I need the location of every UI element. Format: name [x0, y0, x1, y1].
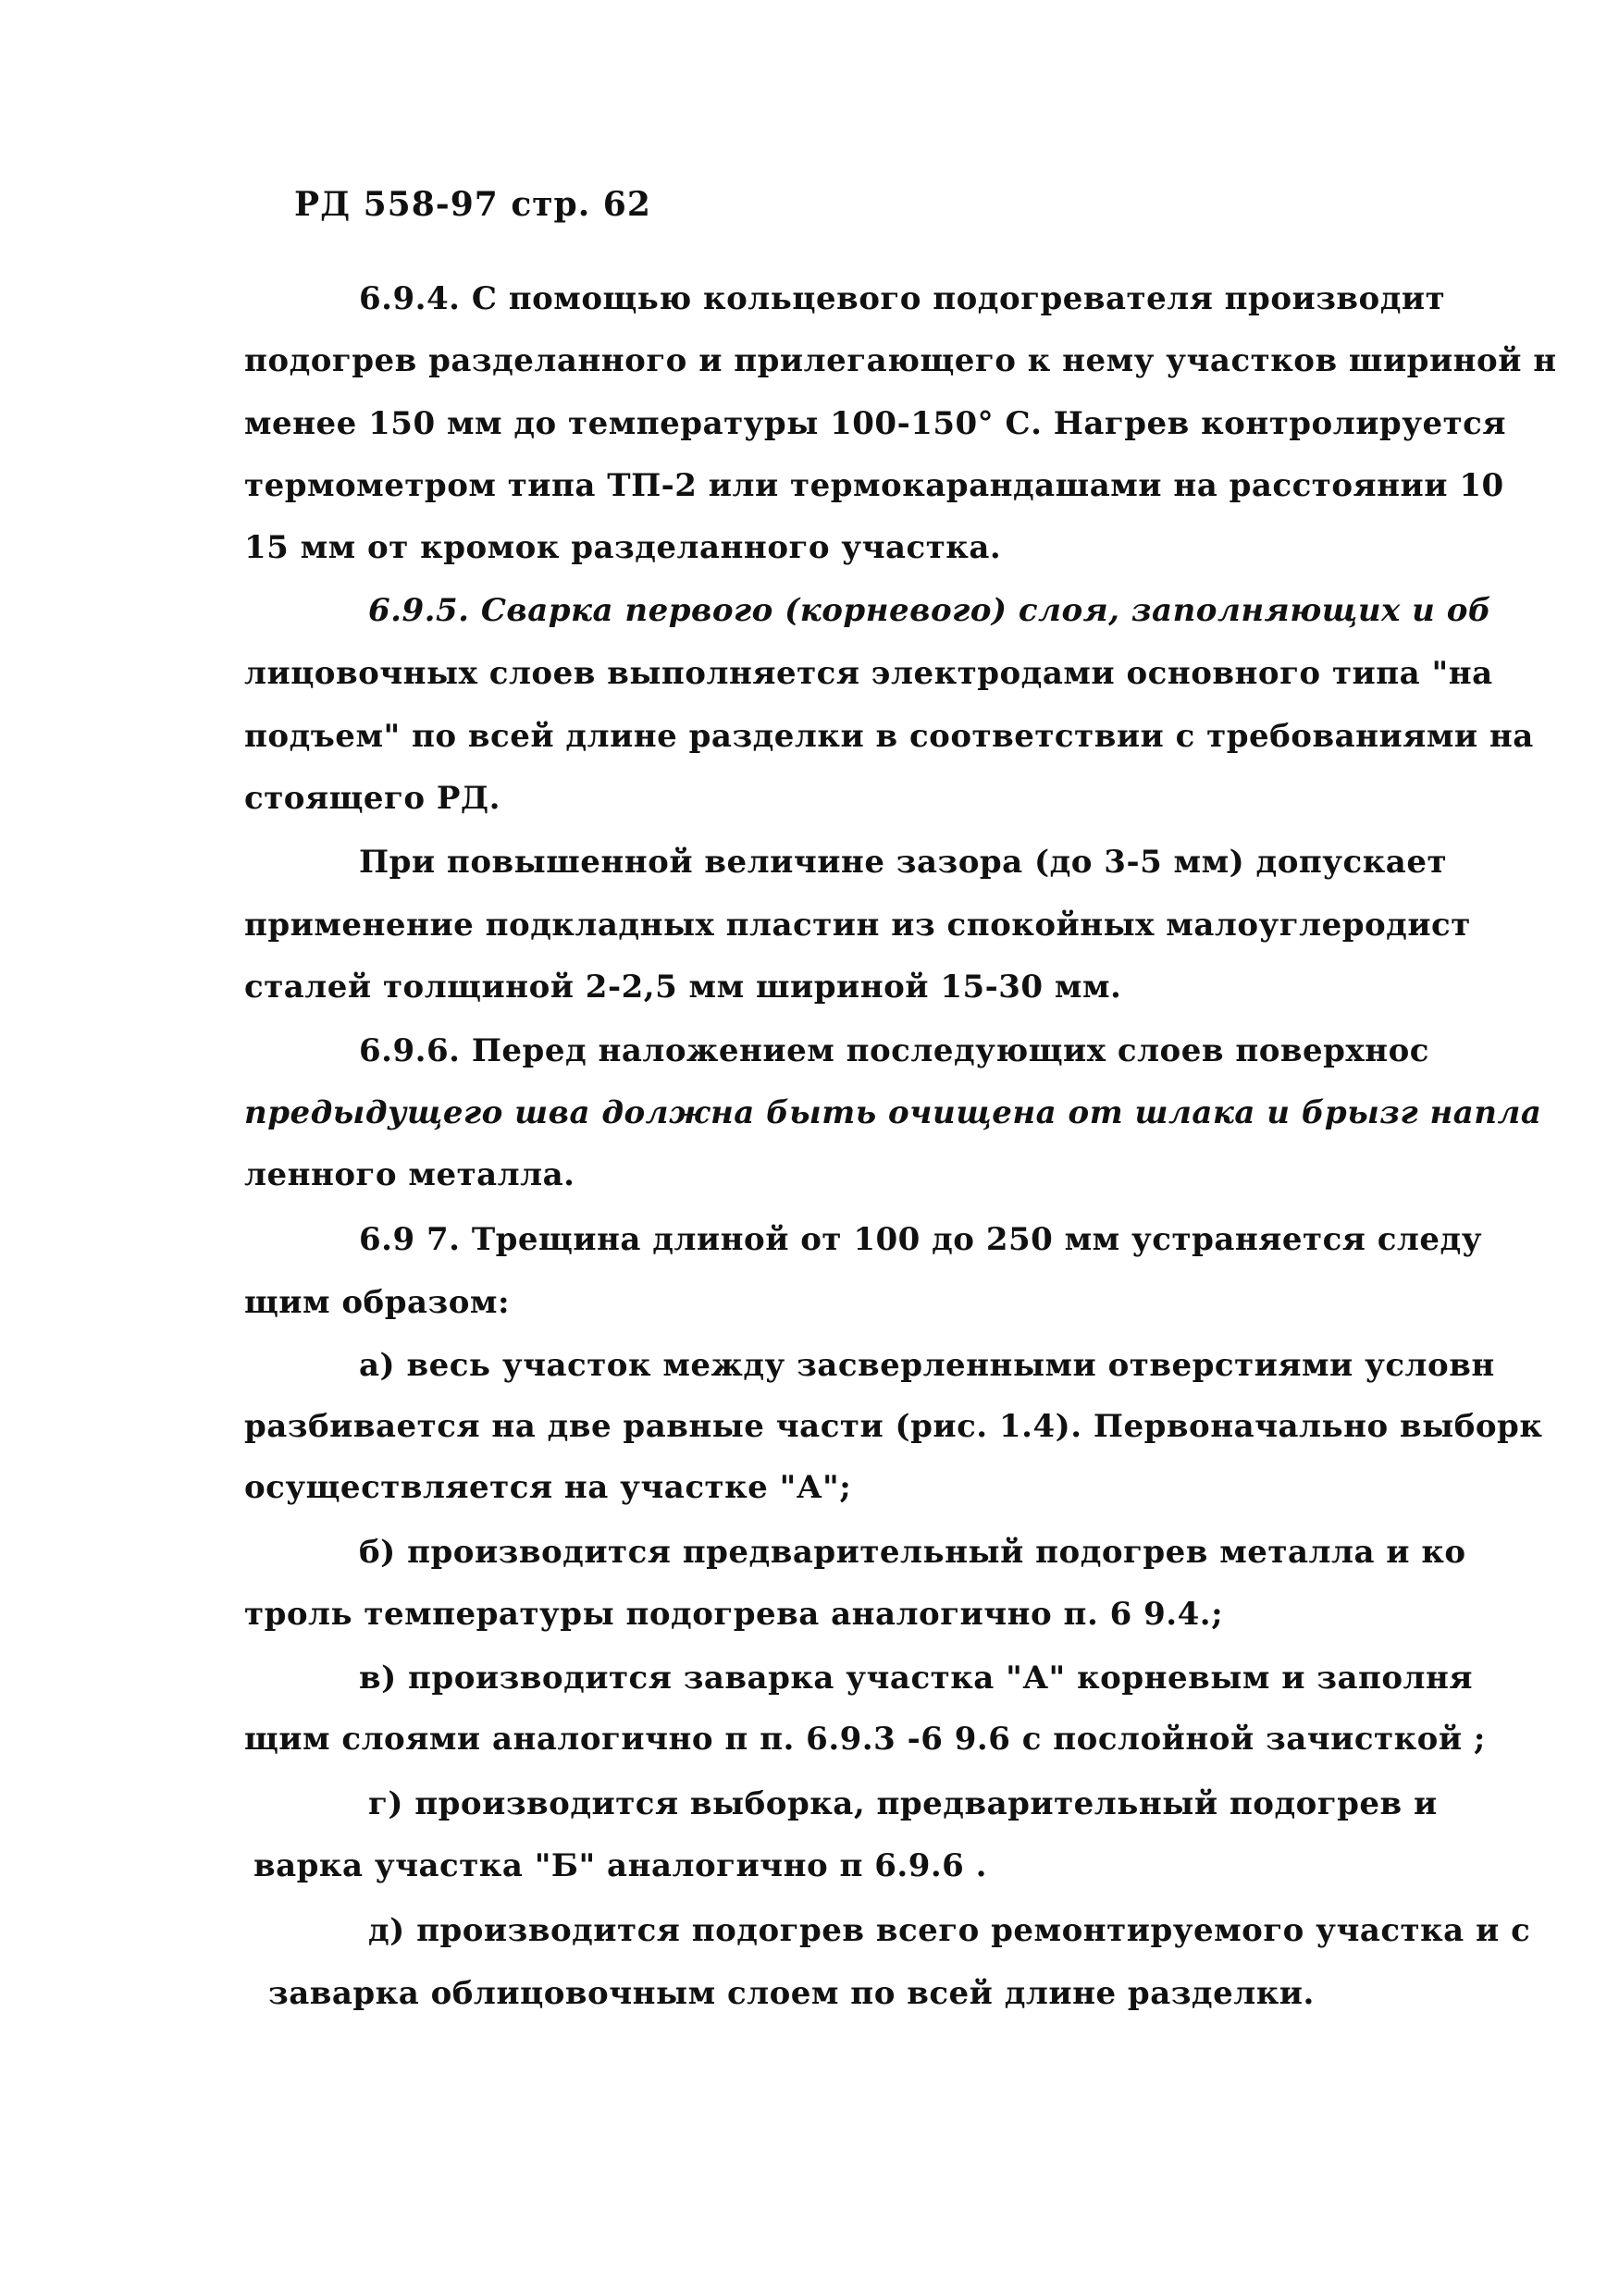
para-697-line-2: щим образом: — [244, 1284, 510, 1321]
item-g-line-2: варка участка "Б" аналогично п 6.9.6 . — [253, 1847, 988, 1884]
para-695-line-2: лицовочных слоев выполняется электродами основного типа "на — [244, 655, 1493, 692]
para-gap-line-2: применение подкладных пластин из спокойных малоуглеродист — [244, 907, 1471, 944]
item-a-line-1: а) весь участок между засверленными отверстиями условн — [359, 1347, 1495, 1384]
item-a-line-2: разбивается на две равные части (рис. 1.4). Первоначально выборк — [244, 1408, 1543, 1445]
para-696-line-1: 6.9.6. Перед наложением последующих слоев поверхнос — [359, 1032, 1429, 1069]
para-694-line-4: термометром типа ТП-2 или термокарандашами на расстоянии 10 — [244, 467, 1504, 504]
item-v-line-1: в) производится заварка участка "А" корневым и заполня — [359, 1660, 1474, 1697]
para-gap-line-1: При повышенной величине зазора (до 3-5 мм) допускает — [359, 844, 1448, 881]
para-695-line-3: подъем" по всей длине разделки в соответствии с требованиями на — [244, 718, 1534, 755]
para-695-line-1: 6.9.5. Сварка первого (корневого) слоя, заполняющих и об — [368, 592, 1491, 629]
page-header: РД 558-97 стр. 62 — [294, 185, 651, 224]
para-694-line-5: 15 мм от кромок разделанного участка. — [244, 529, 1002, 566]
item-b-line-2: троль температуры подогрева аналогично п. 6 9.4.; — [244, 1596, 1224, 1633]
para-694-line-2: подогрев разделанного и прилегающего к нему участков шириной н — [244, 342, 1557, 379]
para-696-line-3: ленного металла. — [244, 1156, 575, 1193]
item-g-line-1: г) производится выборка, предварительный подогрев и — [368, 1785, 1438, 1822]
para-697-line-1: 6.9 7. Трещина длиной от 100 до 250 мм устраняется следу — [359, 1221, 1482, 1258]
para-695-line-4: стоящего РД. — [244, 780, 501, 817]
item-b-line-1: б) производится предварительный подогрев металла и ко — [359, 1534, 1466, 1571]
para-gap-line-3: сталей толщиной 2-2,5 мм шириной 15-30 мм. — [244, 969, 1122, 1006]
item-v-line-2: щим слоями аналогично п п. 6.9.3 -6 9.6 с послойной зачисткой ; — [244, 1721, 1486, 1758]
item-d-line-2: заварка облицовочным слоем по всей длине разделки. — [268, 1975, 1315, 2012]
para-694-line-1: 6.9.4. С помощью кольцевого подогревателя производит — [359, 280, 1446, 317]
item-d-line-1: д) производится подогрев всего ремонтируемого участка и с — [368, 1912, 1531, 1949]
item-a-line-3: осуществляется на участке "А"; — [244, 1469, 852, 1506]
para-696-line-2: предыдущего шва должна быть очищена от шлака и брызг напла — [244, 1094, 1542, 1131]
para-694-line-3: менее 150 мм до температуры 100-150° С. Нагрев контролируется — [244, 405, 1506, 442]
